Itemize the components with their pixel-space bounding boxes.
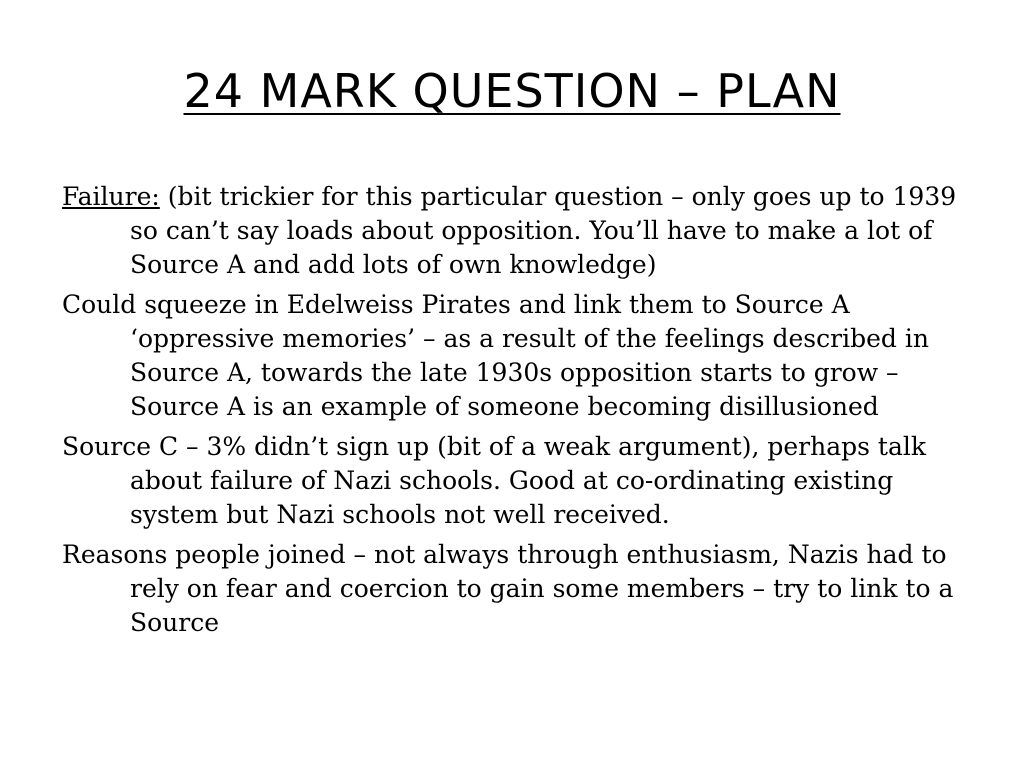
paragraph-text-failure: (bit trickier for this particular question – only goes up to 1939 so can’t say loads about opposition. You’ll have to make a lot of Source A and add lots of own knowledge): [130, 182, 957, 279]
paragraph-failure: [62, 180, 972, 282]
paragraph-lead-failure: Failure:: [62, 182, 160, 211]
paragraph-edelweiss: [62, 288, 972, 424]
paragraph-source-c: [62, 430, 972, 532]
paragraph-text-source-c: Source C – 3% didn’t sign up (bit of a weak argument), perhaps talk about failure of Nazi schools. Good at co-ordinating existing system but Nazi schools not well received.: [62, 432, 927, 529]
paragraph-text-edelweiss: Could squeeze in Edelweiss Pirates and link them to Source A ‘oppressive memories’ – as a result of the feelings described in Source A, towards the late 1930s opposition starts to grow – Source A is an example of someone becoming disillusioned: [62, 290, 929, 421]
slide-body: [62, 180, 972, 646]
paragraph-reasons-joined: [62, 538, 972, 640]
slide-title: [0, 64, 1024, 118]
slide-title-text: 24 MARK QUESTION – PLAN: [183, 64, 841, 118]
paragraph-text-reasons-joined: Reasons people joined – not always through enthusiasm, Nazis had to rely on fear and coercion to gain some members – try to link to a Source: [62, 540, 954, 637]
